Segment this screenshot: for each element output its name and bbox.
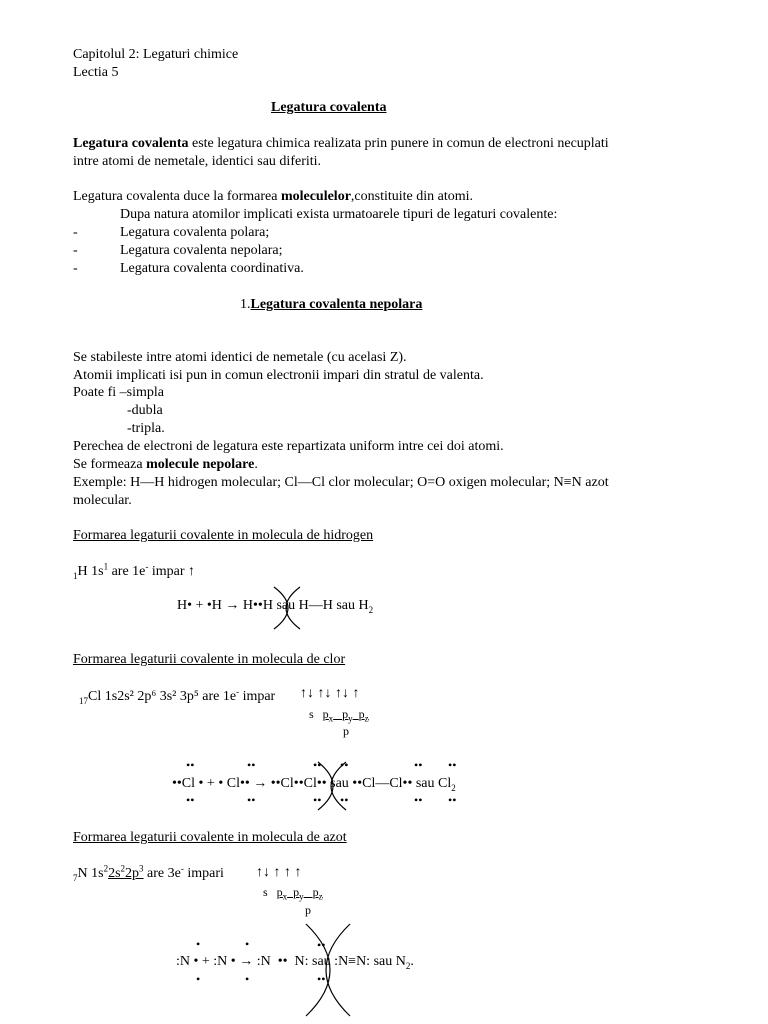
types-intro: Dupa natura atomilor implicati exista urmatoarele tipuri de legaturi covalente: (120, 207, 558, 222)
single-electron: • (196, 972, 201, 986)
config-rest: are 1e (108, 564, 146, 579)
bond-pair: •• (317, 938, 326, 952)
orb-s: s (309, 707, 314, 721)
intro-term: Legatura covalenta (73, 136, 189, 151)
eq-right: H sau H—H sau H (262, 598, 369, 613)
section-1-heading (240, 296, 422, 314)
type-item: Legatura covalenta coordinativa. (120, 261, 304, 276)
lone-pair: •• (414, 758, 423, 772)
nitrogen-config: $_7$N $1s^22s^22p^3$ are 3e- impari (73, 863, 224, 883)
hydrogen-heading: Formarea legaturii covalente in molecula de hidrogen (73, 528, 374, 543)
eq-sub: 2 (405, 960, 411, 971)
molecules-line (73, 188, 473, 206)
section-1-line: molecular. (73, 493, 132, 508)
config-el: Cl 1s (88, 689, 118, 704)
lone-pair: •• (448, 758, 457, 772)
single-electron: • (196, 937, 201, 951)
bullet-dash: - (73, 243, 78, 258)
config-tail: impar ↑ (148, 564, 196, 579)
orb-p-group: $p_x$ $p_y$ $p_z$ (322, 707, 369, 724)
orbital-overlap-icon (268, 583, 308, 633)
orbital-p-label: p (305, 903, 311, 917)
single-electron: • (245, 972, 250, 986)
eq-bond: •• (293, 776, 304, 791)
lone-pair: •• (313, 758, 322, 772)
molecules-pre: Legatura covalenta duce la formarea (73, 189, 281, 204)
eq-a: :N • + :N • → :N (176, 954, 271, 969)
molecules-bold: moleculelor (280, 189, 351, 204)
type-item: Legatura covalenta polara; (120, 225, 270, 240)
config-tail: impari (183, 866, 224, 881)
config-sup: 1 (103, 561, 109, 572)
z-number: 1 (73, 570, 78, 581)
hydrogen-config (73, 563, 195, 581)
molecules-post: ,constituite din atomi. (350, 189, 474, 204)
single-electron: • (245, 937, 250, 951)
section-1-line: Atomii implicati isi pun in comun electronii impari din stratul de valenta. (73, 368, 484, 383)
bullet-dash: - (73, 261, 78, 276)
lone-pair: •• (186, 793, 195, 807)
chlorine-config: $_{17}$Cl 1s2s² 2p⁶ 3s² 3p⁵ are 1e- impar (79, 686, 276, 706)
l7-post: . (254, 457, 258, 472)
nitrogen-orbitals: s $p_x$ $p_y$ $p_z$ (263, 885, 323, 902)
chlorine-orbitals (309, 707, 369, 722)
config-rest: are 3e (143, 866, 181, 881)
config-rest: are 1e (198, 689, 237, 704)
lone-pair: •• (247, 793, 256, 807)
eq-b: N: sau :N≡N: sau N (294, 954, 406, 969)
page-title: Legatura covalenta (271, 100, 387, 115)
orb-px: p (322, 707, 329, 721)
config-el: N 1s (77, 866, 104, 881)
eq-sub: 2 (451, 782, 456, 793)
orbital-overlap-icon (312, 758, 352, 814)
section-1-line: -dubla (127, 403, 163, 418)
orbital-p-label: p (343, 724, 349, 738)
intro-line-1 (73, 135, 609, 153)
config-el: H 1s (77, 564, 104, 579)
bond-pair: •• (317, 972, 326, 986)
eq-a: ••Cl • + • Cl•• → ••Cl (172, 776, 294, 791)
intro-line-2: intre atomi de nemetale, identici sau diferiti. (73, 154, 322, 169)
chlorine-arrows: ↑↓ ↑↓ ↑↓ ↑ (300, 686, 360, 701)
lone-pair: •• (340, 793, 349, 807)
section-1-line: -tripla. (127, 421, 165, 436)
type-item: Legatura covalenta nepolara; (120, 243, 283, 258)
orbital-overlap-icon (298, 920, 358, 1020)
orb-pz: p (358, 707, 365, 721)
eq-left: H• + •H → H (177, 598, 254, 613)
lone-pair: •• (186, 758, 195, 772)
lone-pair: •• (448, 793, 457, 807)
eq-b: Cl•• sau ••Cl—Cl•• sau Cl (303, 776, 452, 791)
l7-pre: Se formeaza (73, 457, 147, 472)
lone-pair: •• (247, 758, 256, 772)
lone-pair: •• (414, 793, 423, 807)
section-1-line: Se stabileste intre atomi identici de nemetale (cu acelasi Z). (73, 350, 407, 365)
l7-bold: molecule nepolare (146, 457, 255, 472)
section-title: Legatura covalenta nepolara (250, 297, 423, 312)
z-number: 7 (73, 872, 78, 883)
intro-rest: este legatura chimica realizata prin punere in comun de electroni necuplati (188, 136, 609, 151)
section-1-line (73, 456, 258, 474)
z-number: 17 (79, 695, 88, 706)
chlorine-heading: Formarea legaturii covalente in molecula de clor (73, 652, 346, 667)
eq-bond: •• (253, 598, 263, 613)
lesson-line: Lectia 5 (73, 65, 119, 80)
lone-pair: •• (340, 758, 349, 772)
section-number: 1. (240, 297, 251, 312)
eq-sub: 2 (368, 604, 374, 615)
orb-py: p (342, 707, 349, 721)
nitrogen-equation: :N • + :N • → :N •• N: sau :N≡N: sau $N_2$. (176, 954, 414, 971)
section-1-line: Poate fi –simpla (73, 385, 164, 400)
config: 2s² 2p⁶ 3s² 3p⁵ (117, 689, 199, 704)
eq-bond: •• (277, 954, 288, 969)
section-1-line: Exemple: H—H hidrogen molecular; Cl—Cl clor molecular; O=O oxigen molecular; N≡N azot (73, 475, 609, 490)
nitrogen-arrows: ↑↓ ↑ ↑ ↑ (256, 865, 302, 880)
bullet-dash: - (73, 225, 78, 240)
nitrogen-heading: Formarea legaturii covalente in molecula de azot (73, 830, 347, 845)
section-1-line: Perechea de electroni de legatura este repartizata uniform intre cei doi atomi. (73, 439, 504, 454)
chapter-line: Capitolul 2: Legaturi chimice (73, 47, 239, 62)
config-tail: impar (239, 689, 276, 704)
charge-sup: - (145, 561, 149, 572)
lone-pair: •• (313, 793, 322, 807)
